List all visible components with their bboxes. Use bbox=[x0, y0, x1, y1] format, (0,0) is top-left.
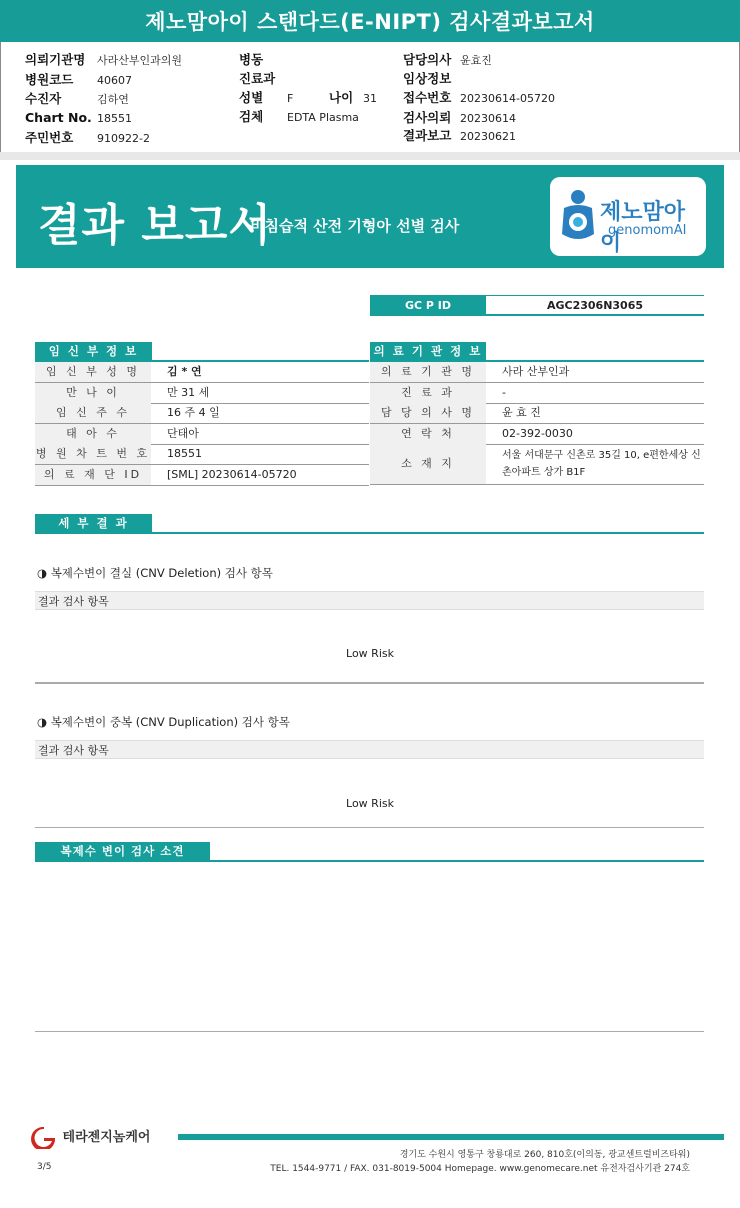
gcpid-label: GC P ID bbox=[370, 296, 486, 315]
detail-heading: 세 부 결 과 bbox=[35, 514, 152, 533]
pregnant-info-row-label: 임 신 부 성 명 bbox=[35, 362, 151, 382]
clinical-label: 임상정보 bbox=[403, 71, 452, 86]
company-logo bbox=[30, 1126, 150, 1149]
doctor-label: 담당의사 bbox=[403, 52, 452, 67]
medical-info-row bbox=[370, 403, 704, 424]
pregnant-info-row-value: 단태아 bbox=[167, 426, 199, 440]
age-value: 31 bbox=[363, 92, 377, 105]
report-title: 제노맘아이 스탠다드(E-NIPT) 검사결과보고서 bbox=[0, 0, 740, 42]
medical-info-row bbox=[370, 444, 704, 485]
specimen-value: EDTA Plasma bbox=[287, 111, 359, 124]
pregnant-info-row-value: 김 * 연 bbox=[167, 365, 202, 378]
dept-label: 진료과 bbox=[239, 71, 276, 86]
footer-contact: TEL. 1544-9771 / FAX. 031-8019-5004 Homepage. www.genomecare.net 유전자검사기관 274호 bbox=[270, 1164, 690, 1174]
medical-info-row-value: - bbox=[502, 385, 506, 399]
pregnant-info-row-value: 만 31 세 bbox=[167, 385, 210, 399]
banner-title: 결과 보고서 bbox=[38, 200, 272, 251]
mother-baby-icon bbox=[558, 188, 598, 246]
pregnant-info-row bbox=[35, 362, 369, 383]
pregnant-info-row-label: 임 신 주 수 bbox=[35, 403, 151, 423]
institution-label: 의뢰기관명 bbox=[25, 52, 86, 67]
chart-value: 18551 bbox=[97, 112, 132, 125]
pregnant-info-heading: 임 신 부 정 보 bbox=[35, 342, 152, 361]
header-shadow bbox=[0, 152, 740, 160]
logo-korean: 제노맘아이 bbox=[600, 200, 686, 256]
findings-divider bbox=[35, 1031, 704, 1032]
findings-line bbox=[35, 860, 704, 862]
pregnant-info-row-label: 병 원 차 트 번 호 bbox=[35, 444, 151, 464]
duplication-title: ◑ 복제수변이 중복 (CNV Duplication) 검사 항목 bbox=[37, 715, 290, 729]
pregnant-info-row bbox=[35, 403, 369, 424]
receipt-label: 접수번호 bbox=[403, 90, 452, 105]
pregnant-info-row-value: 18551 bbox=[167, 447, 202, 461]
specimen-label: 검체 bbox=[239, 109, 264, 124]
deletion-result: Low Risk bbox=[346, 647, 394, 660]
deletion-title: ◑ 복제수변이 결실 (CNV Deletion) 검사 항목 bbox=[37, 566, 273, 580]
request-label: 검사의뢰 bbox=[403, 110, 452, 125]
medical-info-heading: 의 료 기 관 정 보 bbox=[370, 342, 486, 361]
gcpid-value: AGC2306N3065 bbox=[546, 299, 644, 312]
medical-info-row bbox=[370, 362, 704, 383]
genomomai-logo bbox=[550, 177, 706, 256]
medical-info-row-value: 윤 효 진 bbox=[502, 406, 541, 420]
pregnant-info-row bbox=[35, 465, 369, 486]
receipt-value: 20230614-05720 bbox=[460, 92, 555, 105]
medical-info-row-value-line2: 촌아파트 상가 B1F bbox=[502, 467, 586, 479]
doctor-value: 윤효진 bbox=[460, 54, 492, 67]
pregnant-info-row-label: 만 나 이 bbox=[35, 383, 151, 403]
deletion-header: 결과 검사 항목 bbox=[35, 591, 704, 610]
medical-info-row bbox=[370, 383, 704, 404]
hospital-code-value: 40607 bbox=[97, 74, 132, 87]
age-label: 나이 bbox=[329, 90, 354, 105]
sex-value: F bbox=[287, 92, 294, 105]
sex-label: 성별 bbox=[239, 90, 264, 105]
resident-value: 910922-2 bbox=[97, 132, 150, 145]
pregnant-info-row bbox=[35, 444, 369, 465]
hospital-code-label: 병원코드 bbox=[25, 72, 74, 87]
medical-info-row-label: 연 락 처 bbox=[370, 424, 486, 444]
deletion-divider bbox=[35, 682, 704, 684]
medical-info-row-label: 진 료 과 bbox=[370, 383, 486, 403]
duplication-result: Low Risk bbox=[346, 797, 394, 810]
medical-info-row-label: 의 료 기 관 명 bbox=[370, 362, 486, 382]
detail-line bbox=[35, 532, 704, 534]
gcpid-row bbox=[370, 295, 704, 316]
findings-heading: 복제수 변이 검사 소견 bbox=[35, 842, 210, 861]
patient-value: 김하연 bbox=[97, 93, 129, 106]
pregnant-info-row-label: 의 료 재 단 ID bbox=[35, 465, 151, 485]
company-name: 테라젠지놈케어 bbox=[62, 1130, 151, 1145]
institution-value: 사라산부인과의원 bbox=[97, 54, 183, 67]
pregnant-info-row bbox=[35, 383, 369, 404]
ward-label: 병동 bbox=[239, 52, 264, 67]
pregnant-info-row bbox=[35, 424, 369, 445]
pregnant-info-row-label: 태 아 수 bbox=[35, 424, 151, 444]
medical-info-row-value bbox=[490, 444, 708, 487]
medical-info-row-value-line1: 서울 서대문구 신촌로 35길 10, e편한세상 신 bbox=[502, 450, 701, 462]
page-number: 3/5 bbox=[37, 1162, 52, 1172]
terragen-logo-icon bbox=[30, 1127, 58, 1149]
pregnant-info-row-value: 16 주 4 일 bbox=[167, 406, 220, 420]
logo-english: genomomAI bbox=[608, 223, 687, 238]
patient-label: 수진자 bbox=[25, 91, 62, 106]
request-value: 20230614 bbox=[460, 112, 516, 125]
duplication-divider bbox=[35, 827, 704, 828]
medical-info-row-value: 사라 산부인과 bbox=[502, 365, 570, 378]
resident-label: 주민번호 bbox=[25, 130, 74, 145]
footer-address: 경기도 수원시 영통구 창룡대로 260, 810호(이의동, 광교센트럴비즈타워) bbox=[399, 1150, 690, 1160]
medical-info-row bbox=[370, 424, 704, 445]
result-banner bbox=[16, 165, 724, 268]
footer-bar bbox=[178, 1134, 724, 1140]
medical-info-row-label: 담 당 의 사 명 bbox=[370, 403, 486, 423]
chart-label: Chart No. bbox=[25, 110, 92, 125]
banner-subtitle: 비침습적 산전 기형아 선별 검사 bbox=[250, 217, 460, 235]
report-value: 20230621 bbox=[460, 130, 516, 143]
report-label: 결과보고 bbox=[403, 128, 452, 143]
duplication-header: 결과 검사 항목 bbox=[35, 740, 704, 759]
medical-info-row-label: 소 재 지 bbox=[370, 444, 486, 484]
medical-info-row-value: 02-392-0030 bbox=[502, 426, 573, 440]
patient-info-panel bbox=[0, 42, 740, 153]
pregnant-info-row-value: [SML] 20230614-05720 bbox=[167, 468, 297, 481]
